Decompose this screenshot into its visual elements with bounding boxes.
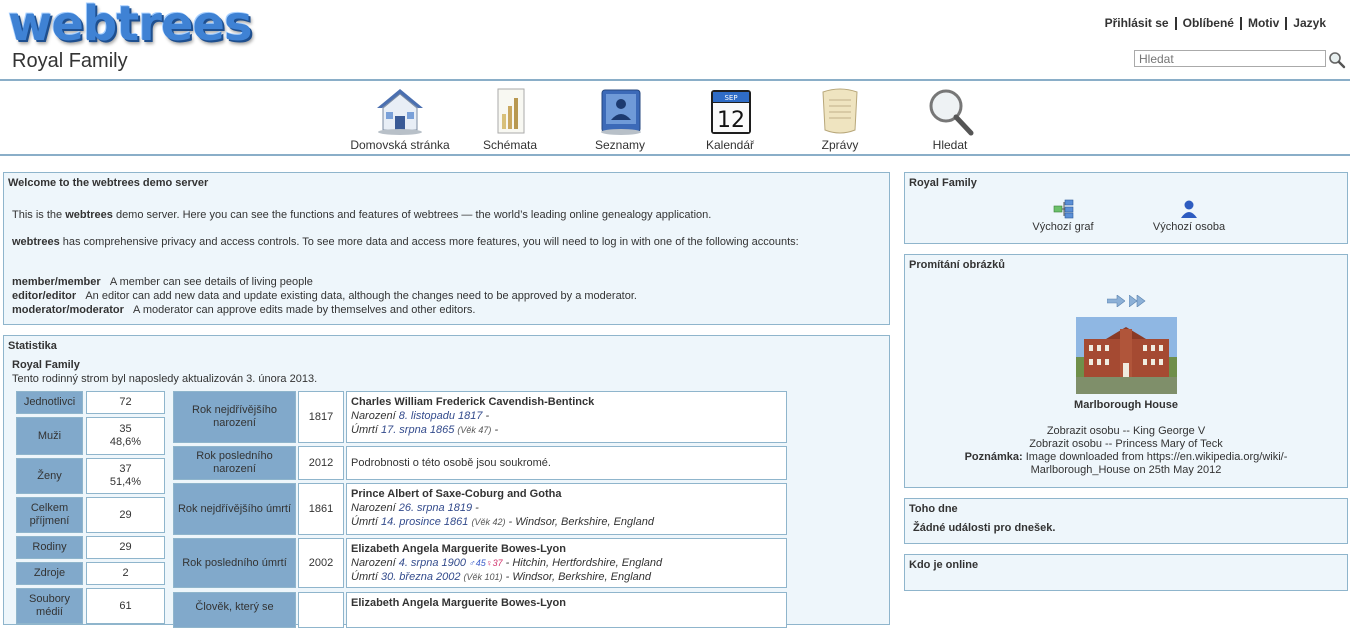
calendar-day: 12 [717,108,745,133]
nav-charts-label: Schémata [482,138,538,152]
stat-detail-latest-death: Elizabeth Angela Marguerite Bowes-Lyon Narození 4. srpna 1900 ♂45♀37 - Hitchin, Hertfordshire, England Úmrtí 30. března 2002 (Věk 101) - Windsor, Berkshire, England [346,538,787,588]
person-link[interactable]: Elizabeth Angela Marguerite Bowes-Lyon [351,543,566,555]
language-menu[interactable]: Jazyk [1285,17,1332,30]
stat-label-earliest-death: Rok nejdřívějšího úmrtí [173,483,296,535]
stat-label-latest-birth: Rok posledního narození [173,446,296,480]
person-link[interactable]: Elizabeth Angela Marguerite Bowes-Lyon [351,597,566,609]
slideshow-caption[interactable]: Marlborough House [1074,399,1178,411]
stat-value-sources[interactable]: 2 [86,562,165,585]
on-this-day-title: Toho dne [909,503,958,515]
marlborough-house-image[interactable] [1076,317,1177,394]
stat-label-earliest-birth: Rok nejdřívějšího narození [173,391,296,443]
stat-label-individuals: Jednotlivci [16,391,83,414]
stat-value-surnames[interactable]: 29 [86,497,165,533]
nav-divider [0,154,1350,156]
stats-tree-name: Royal Family [12,359,80,371]
site-title[interactable]: Royal Family [12,50,128,72]
royal-family-title: Royal Family [909,177,977,189]
slideshow-title: Promítání obrázků [909,259,1005,271]
slideshow-note-line2: Marlborough_House on 25th May 2012 [1030,464,1222,476]
slideshow-controls [1107,295,1147,307]
search-input[interactable] [1134,50,1326,67]
person-link[interactable]: Charles William Frederick Cavendish-Bentinck [351,396,595,408]
stat-label-females: Ženy [16,458,83,494]
default-person-link[interactable]: Výchozí osoba [1141,199,1237,233]
date-link[interactable]: 30. března 2002 [380,571,461,583]
stat-year-latest-death: 2002 [298,538,344,588]
stat-detail-longest-life [346,592,787,628]
search-magnifier-icon [923,86,977,136]
stat-label-families: Rodiny [16,536,83,559]
nav-calendar-label: Kalendář [705,138,755,152]
person-icon [1179,199,1199,219]
stat-value-media[interactable]: 61 [86,588,165,624]
date-link[interactable]: 14. prosince 1861 [380,516,469,528]
reports-icon [813,86,867,136]
webtrees-logo[interactable]: webtrees [8,0,252,52]
who-is-online-title: Kdo je online [909,559,979,571]
stat-label-media: Soubory médií [16,588,83,624]
stat-label-surnames: Celkem příjmení [16,497,83,533]
account-moderator: moderator/moderator A moderator can approve edits made by themselves and other editors. [12,304,476,316]
nav-search[interactable] [895,86,1005,152]
slideshow-block [904,254,1348,488]
father-age: ♂45 [469,558,486,568]
stat-year-longest-life [298,592,344,628]
calendar-month: SEP [724,94,738,102]
nav-reports[interactable] [785,86,895,152]
person-link[interactable]: Prince Albert of Saxe-Coburg and Gotha [351,488,562,500]
on-this-day-text: Žádné události pro dnešek. [913,522,1056,534]
welcome-paragraph-2: webtrees has comprehensive privacy and access controls. To see more data and access more features, you will need to log in with one of the following accounts: [12,236,799,248]
account-editor: editor/editor An editor can add new data and update existing data, although the changes need to be approved by a moderator. [12,290,637,302]
stat-label-males: Muži [16,417,83,455]
login-link[interactable]: Přihlásit se [1104,16,1169,30]
date-link[interactable]: 26. srpna 1819 [398,502,473,514]
stats-updated: Tento rodinný strom byl naposledy aktualizován 3. února 2013. [12,373,318,385]
charts-icon [483,86,537,136]
favorites-menu[interactable]: Oblíbené [1175,17,1240,30]
statistics-title: Statistika [8,340,57,352]
pedigree-chart-icon [1052,199,1074,219]
slideshow-note: Poznámka: Image downloaded from https://en.wikipedia.org/wiki/- [964,451,1288,463]
header-divider [0,79,1350,81]
calendar-icon [703,86,757,136]
stat-detail-earliest-birth: Charles William Frederick Cavendish-Bentinck Narození 8. listopadu 1817 - Úmrtí 17. srpna 1865 (Věk 47) - [346,391,787,443]
nav-lists-label: Seznamy [594,138,646,152]
stat-label-sources: Zdroje [16,562,83,585]
lists-icon [593,86,647,136]
date-link[interactable]: 4. srpna 1900 [398,557,466,569]
welcome-paragraph-1: This is the webtrees demo server. Here you can see the functions and features of webtrees — the world’s leading online genealogy application. [12,209,712,221]
stat-year-latest-birth: 2012 [298,446,344,480]
stat-label-longest-life: Člověk, který se [173,592,296,628]
stat-value-families[interactable]: 29 [86,536,165,559]
stat-value-individuals[interactable]: 72 [86,391,165,414]
nav-calendar[interactable] [675,86,785,152]
view-person-link-2[interactable]: Zobrazit osobu -- Princess Mary of Teck [1029,438,1223,450]
welcome-block [3,172,890,325]
royal-family-block [904,172,1348,244]
stat-year-earliest-death: 1861 [298,483,344,535]
stat-detail-latest-birth: Podrobnosti o této osobě jsou soukromé. [346,446,787,480]
search-icon[interactable] [1328,51,1346,69]
default-chart-link[interactable]: Výchozí graf [1017,199,1109,233]
stat-label-latest-death: Rok posledního úmrtí [173,538,296,588]
who-is-online-block [904,554,1348,591]
nav-search-label: Hledat [932,138,968,152]
nav-lists[interactable] [565,86,675,152]
stat-value-females[interactable]: 37 51,4% [86,458,165,494]
welcome-title: Welcome to the webtrees demo server [8,177,209,189]
next-arrow-icon[interactable] [1129,295,1147,307]
nav-home[interactable] [345,86,455,152]
nav-charts[interactable] [455,86,565,152]
date-link[interactable]: 17. srpna 1865 [380,424,455,436]
mother-age: ♀37 [485,558,503,568]
account-list [12,275,637,317]
theme-menu[interactable]: Motiv [1240,17,1285,30]
play-arrow-icon[interactable] [1107,295,1125,307]
stat-year-earliest-birth: 1817 [298,391,344,443]
top-menu [1099,17,1332,30]
stat-value-males[interactable]: 35 48,6% [86,417,165,455]
home-icon [373,86,427,136]
stat-detail-earliest-death: Prince Albert of Saxe-Coburg and Gotha Narození 26. srpna 1819 - Úmrtí 14. prosince 1861 (Věk 42) - Windsor, Berkshire, England [346,483,787,535]
on-this-day-block [904,498,1348,544]
view-person-link-1[interactable]: Zobrazit osobu -- King George V [1046,425,1206,437]
date-link[interactable]: 8. listopadu 1817 [398,410,483,422]
account-member: member/member A member can see details of living people [12,276,313,288]
nav-reports-label: Zprávy [821,138,859,152]
nav-home-label: Domovská stránka [350,138,450,152]
